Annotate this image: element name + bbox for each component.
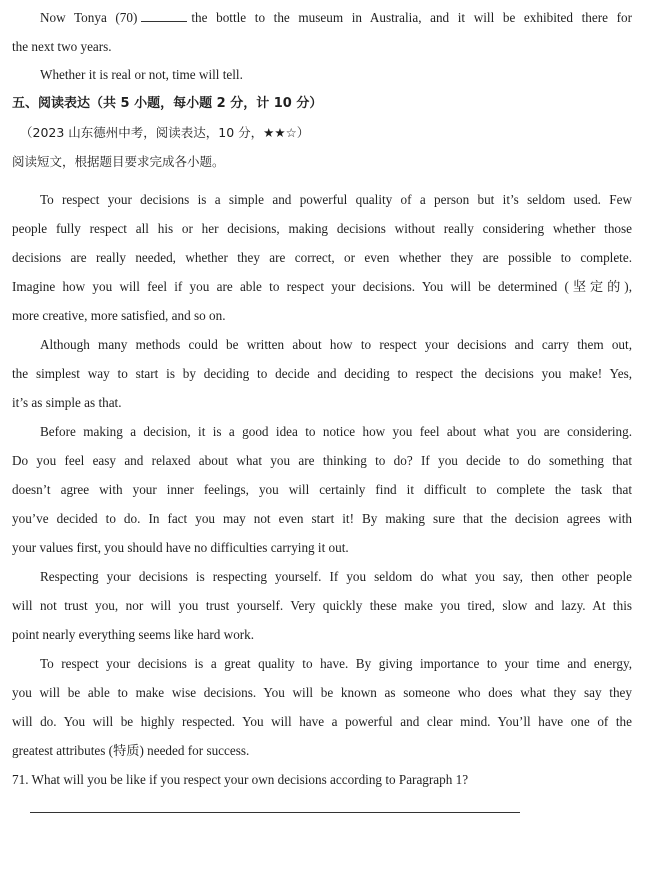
p5-line-1: To respect your decisions is a great quality to have. By giving importance to your time and energy, [40, 656, 632, 671]
top-line-2: the next two years. [12, 39, 112, 54]
p1-line-5: more creative, more satisfied, and so on. [12, 308, 226, 323]
top-line-1-start: Now Tonya (70) [40, 10, 138, 25]
top-line-1 [40, 9, 632, 27]
p5-line-2: you will be able to make wise decisions. You will be known as someone who does what they say they [12, 685, 632, 700]
p3-line-1: Before making a decision, it is a good idea to notice how you feel about what you are considering. [40, 424, 632, 439]
section-instruction: 阅读短文，根据题目要求完成各小题。 [12, 154, 225, 169]
question-71: 71. What will you be like if you respect your own decisions according to Paragraph 1? [12, 772, 469, 787]
p3-line-3: doesn’t agree with your inner feelings, you will certainly find it difficult to complete the task that [12, 482, 632, 497]
p4-line-2: will not trust you, nor will you trust yourself. Very quickly these make you tired, slow and lazy. At this [12, 598, 632, 613]
answer-blank-70[interactable] [141, 9, 187, 22]
p3-line-5: your values first, you should have no difficulties carrying it out. [12, 540, 349, 555]
section-source: （2023 山东德州中考，阅读表达，10 分，★★☆） [20, 125, 310, 140]
p3-line-4: you’ve decided to do. In fact you may not even start it! By making sure that the decision agrees with [12, 511, 632, 526]
p4-line-1: Respecting your decisions is respecting yourself. If you seldom do what you say, then other people [40, 569, 632, 584]
p4-line-3: point nearly everything seems like hard work. [12, 627, 255, 642]
answer-line-71[interactable] [30, 812, 520, 813]
p2-line-2: the simplest way to start is by deciding to decide and deciding to respect the decisions you make! Yes, [12, 366, 632, 381]
top-line-1-end: the bottle to the museum in Australia, and it will be exhibited there for [191, 10, 632, 25]
p2-line-1: Although many methods could be written about how to respect your decisions and carry them out, [40, 337, 632, 352]
p1-line-3: decisions are really needed, whether they are correct, or even whether they are possible to complete. [12, 250, 632, 265]
p2-line-3: it’s as simple as that. [12, 395, 122, 410]
p1-line-4: Imagine how you will feel if you are able to respect your decisions. You will be determined (坚定的), [12, 279, 632, 294]
p1-line-2: people fully respect all his or her decisions, making decisions without really considering whether those [12, 221, 632, 236]
p5-line-4: greatest attributes (特质) needed for success. [12, 743, 250, 758]
section-heading: 五、阅读表达（共 5 小题，每小题 2 分，计 10 分） [12, 96, 323, 111]
top-line-3: Whether it is real or not, time will tell. [40, 67, 243, 82]
p3-line-2: Do you feel easy and relaxed about what you are thinking to do? If you decide to do something that [12, 453, 632, 468]
p1-line-1: To respect your decisions is a simple and powerful quality of a person but it’s seldom used. Few [40, 192, 632, 207]
p5-line-3: will do. You will be highly respected. You will have a powerful and clear mind. You’ll have one of the [12, 714, 632, 729]
